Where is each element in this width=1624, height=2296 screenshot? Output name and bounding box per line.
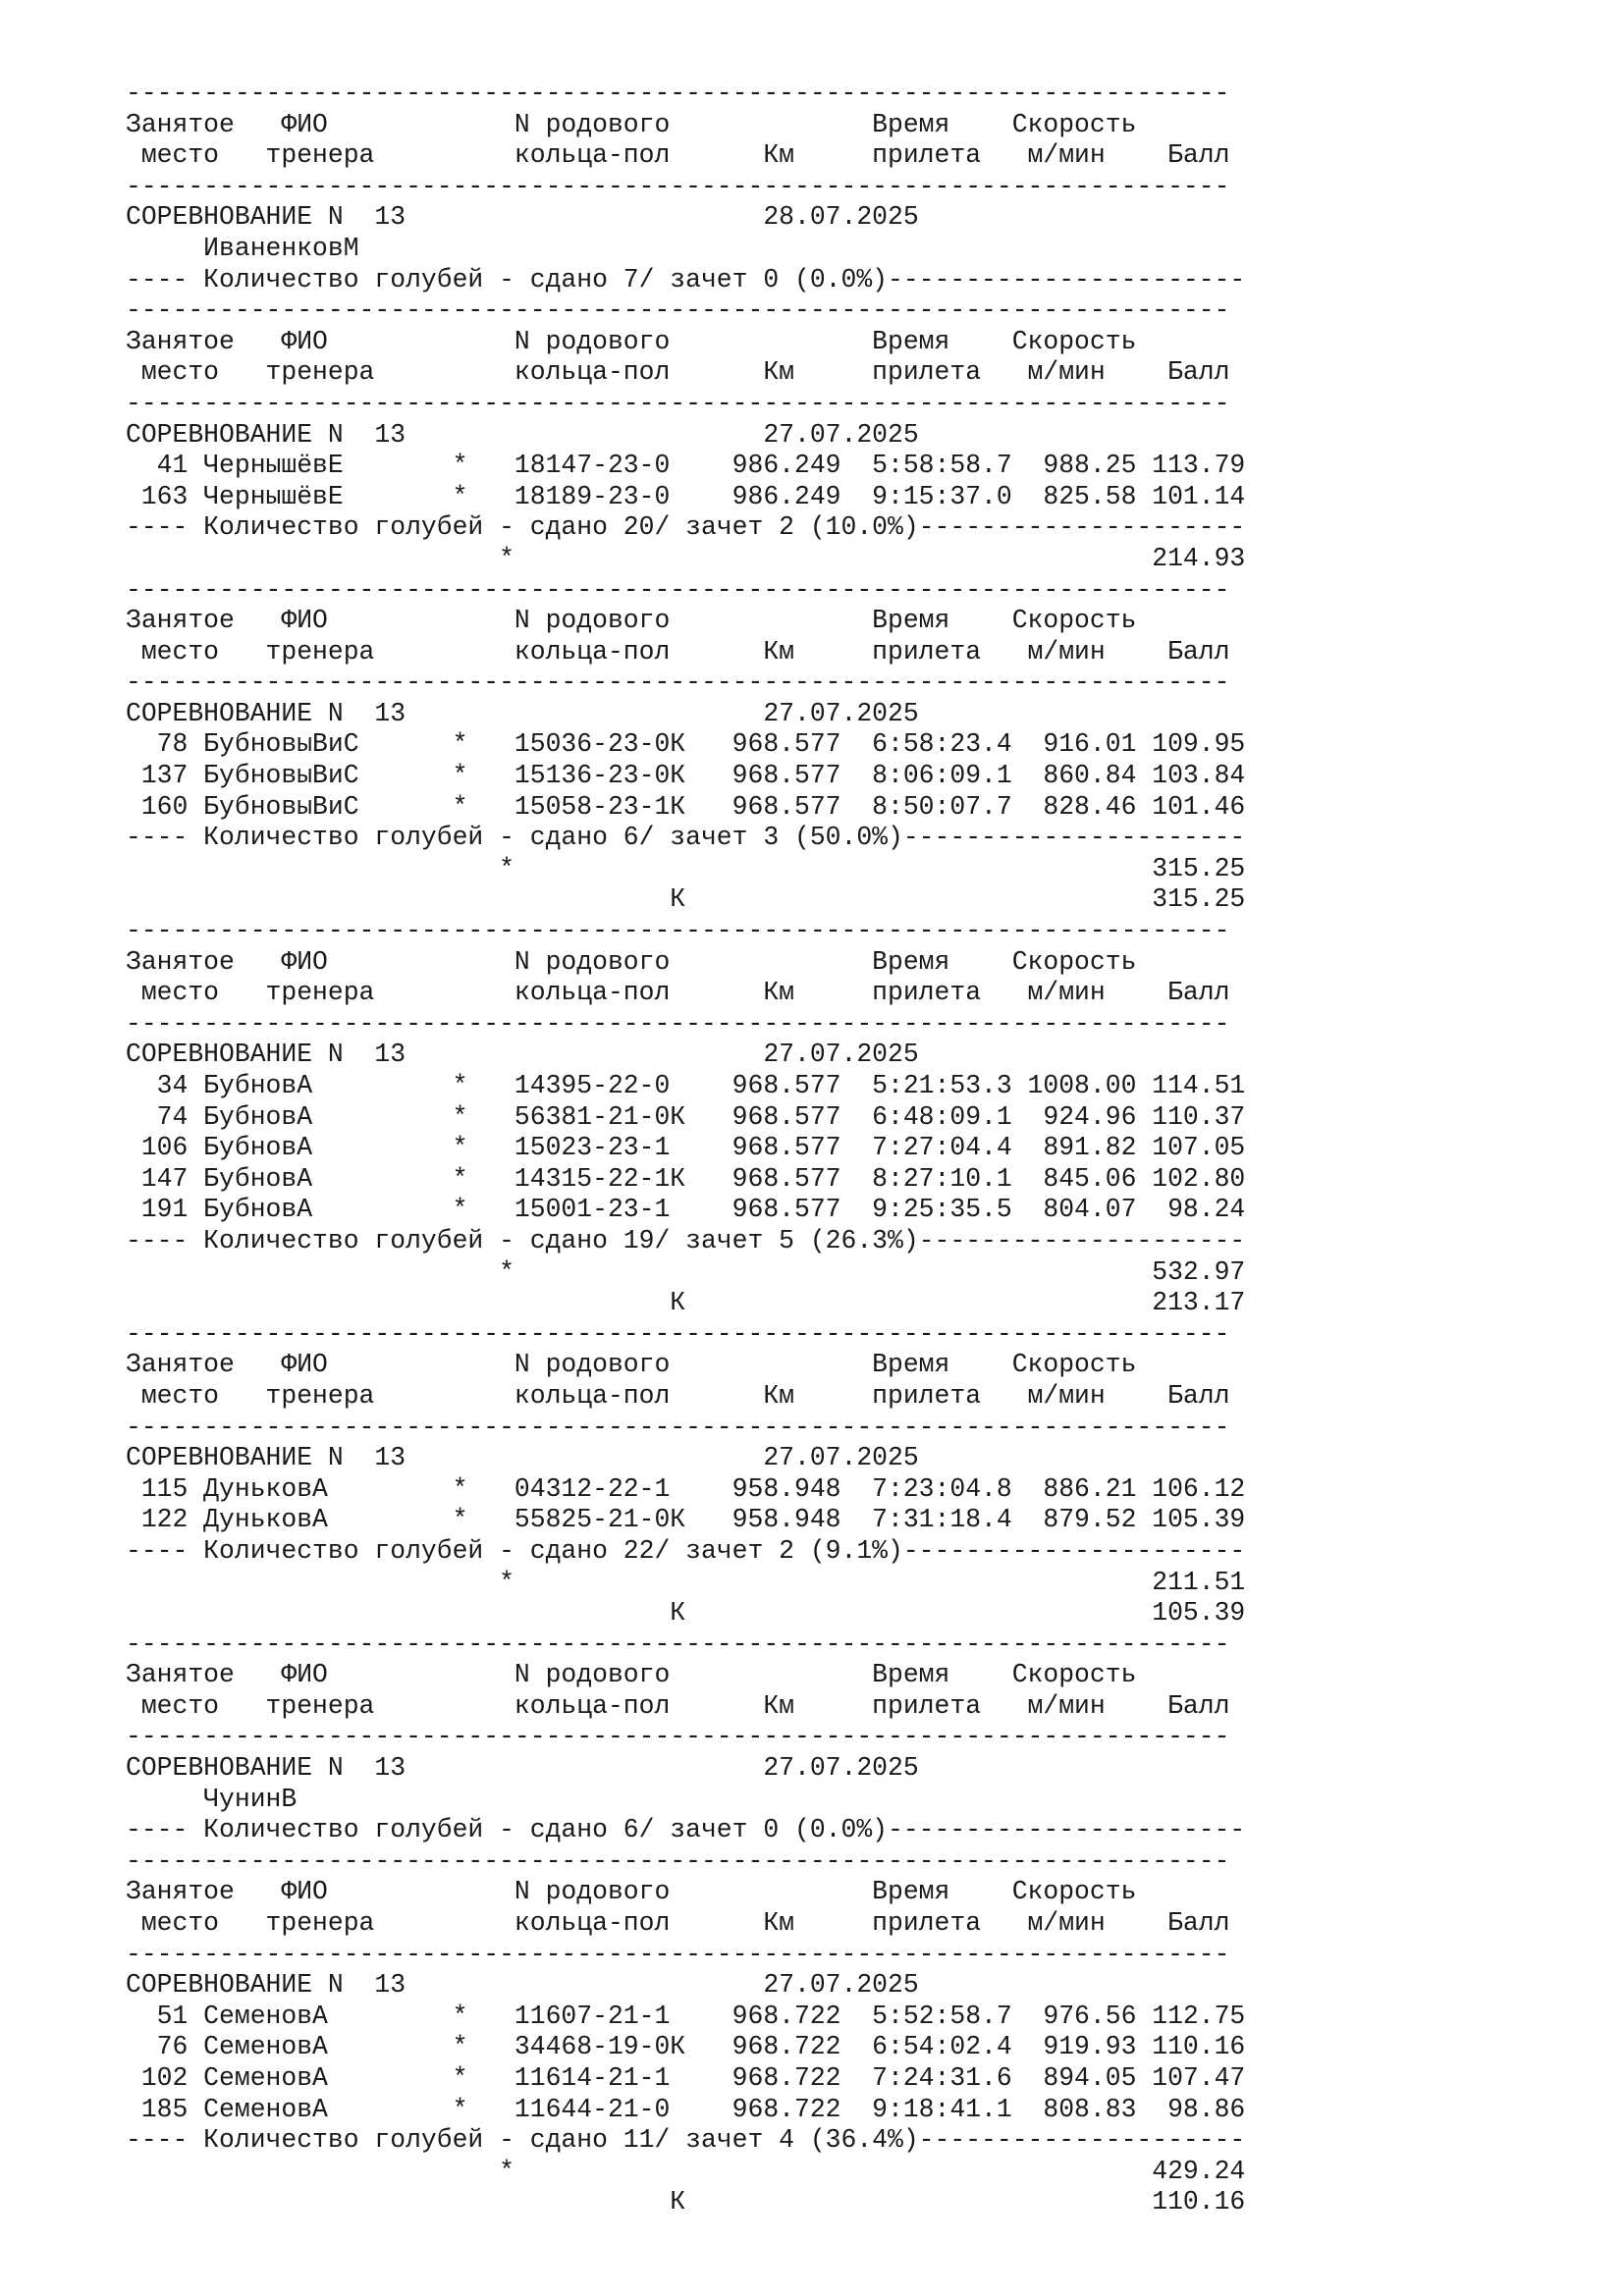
result-row: 122 ДуньковА * 55825-21-0К 958.948 7:31:18.4 879.52 105.39 (126, 1505, 1246, 1535)
column-header-line1: Занятое ФИО N родового Время Скорость (126, 1660, 1137, 1690)
k-score-line: К 110.16 (126, 2187, 1246, 2217)
dash-rule: ----------------------------------------------------------------------- (126, 388, 1230, 418)
k-score-line: К 213.17 (126, 1288, 1246, 1318)
dash-rule: ----------------------------------------------------------------------- (126, 1845, 1230, 1876)
result-row: 163 ЧернышёвЕ * 18189-23-0 986.249 9:15:37.0 825.58 101.14 (126, 481, 1246, 511)
column-header-line1: Занятое ФИО N родового Время Скорость (126, 109, 1137, 139)
dash-rule: ----------------------------------------------------------------------- (126, 1318, 1230, 1349)
dash-rule: ----------------------------------------------------------------------- (126, 79, 1230, 108)
pigeon-count-summary: ---- Количество голубей - сдано 11/ зачет 4 (36.4%)--------------------- (126, 2125, 1246, 2156)
competition-title: СОРЕВНОВАНИЕ N 13 27.07.2025 (126, 419, 919, 450)
result-row: 34 БубновА * 14395-22-0 968.577 5:21:53.3 1008.00 114.51 (126, 1071, 1246, 1100)
dash-rule: ----------------------------------------------------------------------- (126, 1412, 1230, 1442)
competition-title: СОРЕВНОВАНИЕ N 13 28.07.2025 (126, 202, 919, 233)
column-header-line1: Занятое ФИО N родового Время Скорость (126, 326, 1137, 356)
competition-section (126, 575, 1245, 917)
competition-section (126, 79, 1245, 295)
dash-rule: ----------------------------------------------------------------------- (126, 1939, 1230, 1969)
dash-rule: ----------------------------------------------------------------------- (126, 916, 1230, 946)
total-score-line: * 532.97 (126, 1256, 1246, 1287)
result-row: 160 БубновыВиС * 15058-23-1К 968.577 8:50:07.7 828.46 101.46 (126, 791, 1246, 822)
competition-section (126, 916, 1245, 1319)
column-header-line2: место тренера кольца-пол Км прилета м/мин Балл (126, 1380, 1230, 1411)
pigeon-count-summary: ---- Количество голубей - сдано 20/ зачет 2 (10.0%)--------------------- (126, 512, 1246, 543)
column-header-line2: место тренера кольца-пол Км прилета м/мин Балл (126, 978, 1230, 1008)
competition-title: СОРЕВНОВАНИЕ N 13 27.07.2025 (126, 1040, 919, 1070)
total-score-line: * 211.51 (126, 1567, 1246, 1597)
dash-rule: ----------------------------------------------------------------------- (126, 574, 1230, 605)
result-row: 191 БубновА * 15001-23-1 968.577 9:25:35.5 804.07 98.24 (126, 1195, 1246, 1225)
result-row: 102 СеменовА * 11614-21-1 968.722 7:24:31.6 894.05 107.47 (126, 2063, 1246, 2093)
competition-title: СОРЕВНОВАНИЕ N 13 27.07.2025 (126, 1443, 919, 1473)
column-header-line2: место тренера кольца-пол Км прилета м/мин Балл (126, 1908, 1230, 1939)
competition-section (126, 1629, 1245, 1846)
result-row: 147 БубновА * 14315-22-1К 968.577 8:27:10.1 845.06 102.80 (126, 1163, 1246, 1194)
competition-section (126, 295, 1245, 574)
competition-section (126, 1319, 1245, 1629)
column-header-line2: место тренера кольца-пол Км прилета м/мин Балл (126, 1690, 1230, 1721)
dash-rule: ----------------------------------------------------------------------- (126, 1008, 1230, 1039)
pigeon-count-summary: ---- Количество голубей - сдано 7/ зачет 0 (0.0%)----------------------- (126, 264, 1246, 294)
dash-rule: ----------------------------------------------------------------------- (126, 1629, 1230, 1659)
column-header-line2: место тренера кольца-пол Км прилета м/мин Балл (126, 357, 1230, 388)
result-row: 76 СеменовА * 34468-19-0К 968.722 6:54:02.4 919.93 110.16 (126, 2032, 1246, 2062)
results-document (126, 79, 1245, 2218)
competition-title: СОРЕВНОВАНИЕ N 13 27.07.2025 (126, 1753, 919, 1784)
result-row: 106 БубновА * 15023-23-1 968.577 7:27:04.4 891.82 107.05 (126, 1133, 1246, 1163)
column-header-line1: Занятое ФИО N родового Время Скорость (126, 1350, 1137, 1380)
total-score-line: * 429.24 (126, 2156, 1246, 2186)
column-header-line2: место тренера кольца-пол Км прилета м/мин Балл (126, 636, 1230, 667)
k-score-line: К 315.25 (126, 884, 1246, 915)
pigeon-count-summary: ---- Количество голубей - сдано 22/ зачет 2 (9.1%)---------------------- (126, 1535, 1246, 1566)
result-row: 74 БубновА * 56381-21-0К 968.577 6:48:09.1 924.96 110.37 (126, 1101, 1246, 1132)
pigeon-count-summary: ---- Количество голубей - сдано 6/ зачет 0 (0.0%)----------------------- (126, 1815, 1246, 1845)
column-header-line1: Занятое ФИО N родового Время Скорость (126, 606, 1137, 636)
competition-section (126, 1846, 1245, 2218)
dash-rule: ----------------------------------------------------------------------- (126, 295, 1230, 326)
result-row: 115 ДуньковА * 04312-22-1 958.948 7:23:04.8 886.21 106.12 (126, 1473, 1246, 1504)
result-row: 137 БубновыВиС * 15136-23-0К 968.577 8:06:09.1 860.84 103.84 (126, 761, 1246, 791)
total-score-line: * 315.25 (126, 853, 1246, 883)
competition-title: СОРЕВНОВАНИЕ N 13 27.07.2025 (126, 698, 919, 728)
k-score-line: К 105.39 (126, 1598, 1246, 1629)
column-header-line1: Занятое ФИО N родового Время Скорость (126, 1877, 1137, 1907)
column-header-line2: место тренера кольца-пол Км прилета м/мин Балл (126, 140, 1230, 171)
column-header-line1: Занятое ФИО N родового Время Скорость (126, 946, 1137, 977)
result-row: 41 ЧернышёвЕ * 18147-23-0 986.249 5:58:58.7 988.25 113.79 (126, 451, 1246, 481)
dash-rule: ----------------------------------------------------------------------- (126, 1722, 1230, 1752)
pigeon-count-summary: ---- Количество голубей - сдано 6/ зачет 3 (50.0%)---------------------- (126, 823, 1246, 853)
dash-rule: ----------------------------------------------------------------------- (126, 171, 1230, 201)
result-row: 78 БубновыВиС * 15036-23-0К 968.577 6:58:23.4 916.01 109.95 (126, 729, 1246, 760)
result-row: 51 СеменовА * 11607-21-1 968.722 5:52:58.7 976.56 112.75 (126, 2001, 1246, 2031)
result-row: 185 СеменовА * 11644-21-0 968.722 9:18:41.1 808.83 98.86 (126, 2094, 1246, 2124)
pigeon-count-summary: ---- Количество голубей - сдано 19/ зачет 5 (26.3%)--------------------- (126, 1225, 1246, 1255)
total-score-line: * 214.93 (126, 543, 1246, 573)
result-row: ИваненковМ (126, 233, 359, 263)
competition-title: СОРЕВНОВАНИЕ N 13 27.07.2025 (126, 1970, 919, 2001)
result-row: ЧунинВ (126, 1784, 298, 1814)
dash-rule: ----------------------------------------------------------------------- (126, 667, 1230, 698)
